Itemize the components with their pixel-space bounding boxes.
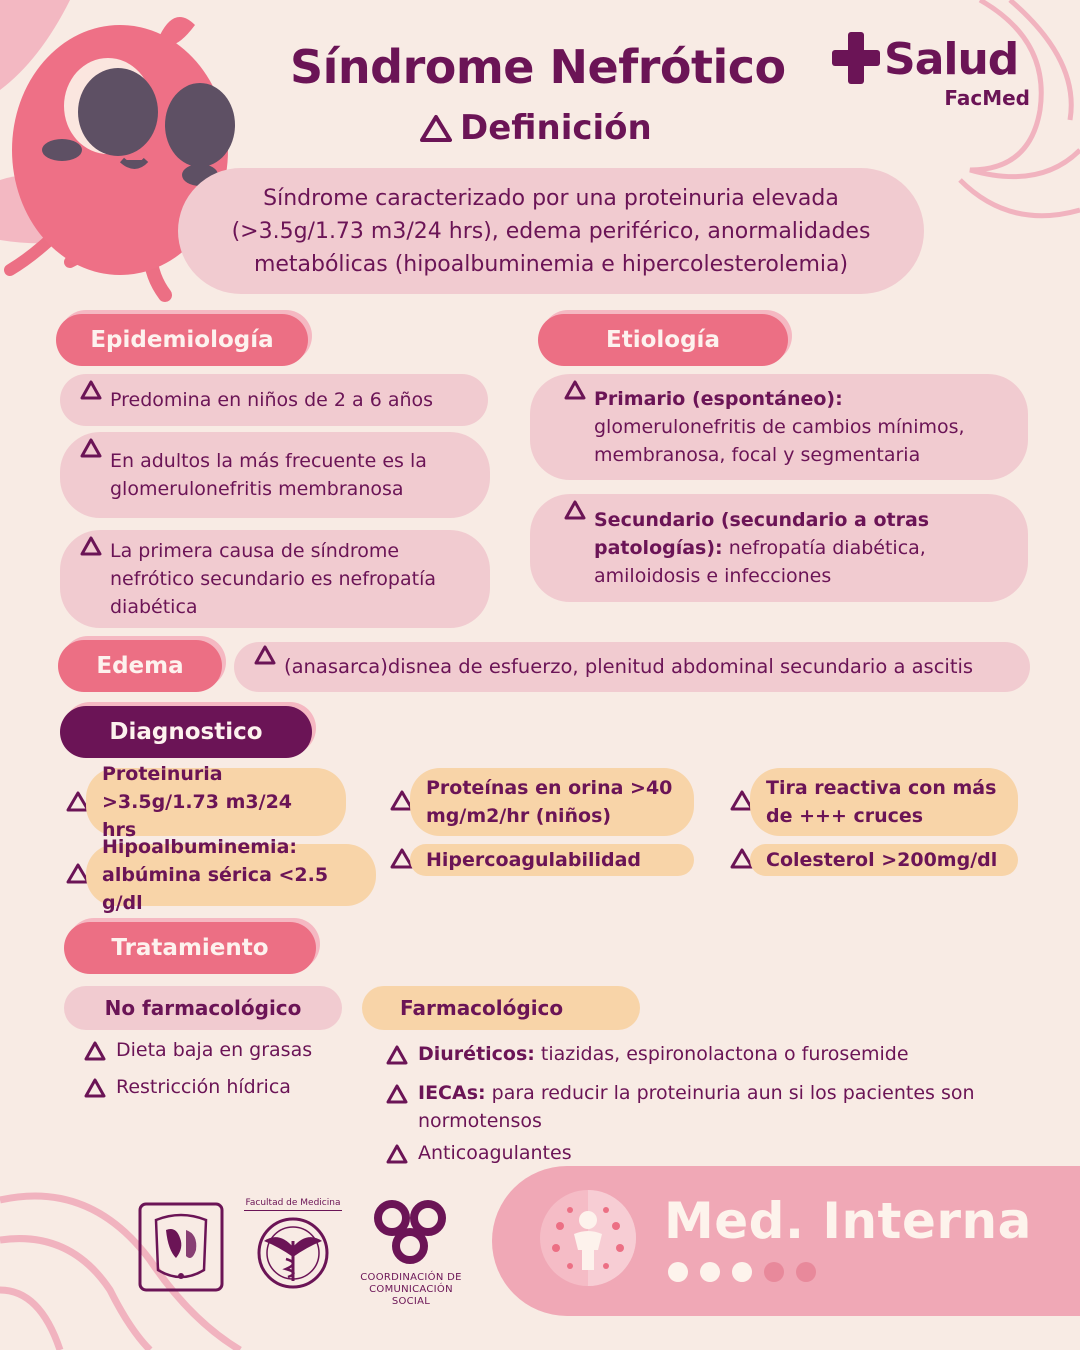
definition-box (178, 168, 924, 294)
plus-icon (832, 32, 880, 84)
no-farmacologico-pill: No farmacológico (64, 986, 342, 1030)
triangle-icon (80, 536, 102, 564)
list-item-bold: IECAs: (418, 1082, 486, 1104)
diagnostico-header: Diagnostico (60, 706, 312, 758)
brand-name: Salud (884, 34, 1019, 85)
diagnostico-item (390, 768, 694, 836)
list-item-text: tiazidas, espironolactona o furosemide (534, 1043, 909, 1065)
diagnostico-item (730, 768, 1018, 836)
list-item-text: para reducir la proteinuria aun si los pacientes son normotensos (418, 1082, 975, 1132)
triangle-icon (80, 438, 102, 466)
no-farmacologico-list (84, 1036, 374, 1106)
definition-text: Síndrome caracterizado por una proteinuria elevada (>3.5g/1.73 m3/24 hrs), edema periférico, anormalidades metabólicas (hipoalbuminemia e hipercolesterolemia) (231, 185, 871, 277)
brand-sub: FacMed (944, 86, 1030, 110)
farmacologico-list (386, 1040, 986, 1172)
etiologia-item-text: nefropatía diabética, amiloidosis e infecciones (594, 537, 926, 587)
salud-facmed-logo (832, 28, 1032, 118)
diagnostico-item (730, 844, 1018, 876)
epidemiologia-item (60, 530, 490, 628)
epidemiologia-item (60, 374, 488, 426)
page-title: Síndrome Nefrótico (290, 40, 786, 94)
etiologia-item (530, 374, 1028, 480)
coordinacion-line2: COMUNICACIÓN SOCIAL (369, 1284, 453, 1307)
list-item (386, 1079, 976, 1135)
epidemiologia-item (60, 432, 490, 518)
diagnostico-item (66, 763, 346, 841)
triangle-icon (420, 114, 452, 142)
triangle-icon (386, 1045, 408, 1073)
caduceus-seal-icon (244, 1211, 342, 1291)
triangle-icon (386, 1084, 408, 1112)
diagnostico-item-text: Hipercoagulabilidad (410, 844, 694, 876)
etiologia-item (530, 494, 1028, 602)
diagnostico-item-text: Proteinuria >3.5g/1.73 m3/24 hrs (86, 768, 346, 836)
definition-heading (420, 108, 652, 148)
list-item (84, 1073, 374, 1106)
definition-heading-label: Definición (460, 108, 652, 148)
diagnostico-item (390, 844, 694, 876)
diagnostico-item-text: Tira reactiva con más de +++ cruces (750, 768, 1018, 836)
etiologia-item-bold: Secundario (secundario a otras patologías): (594, 509, 930, 559)
person-network-icon (540, 1190, 636, 1286)
triangle-icon (564, 500, 586, 528)
diagnostico-item-text: Hipoalbuminemia: albúmina sérica <2.5 g/dl (86, 844, 376, 906)
coordinacion-label (352, 1272, 470, 1308)
epidemiologia-header: Epidemiología (56, 314, 308, 366)
triangle-icon (254, 645, 276, 673)
triangle-icon (84, 1078, 106, 1106)
farmacologico-pill: Farmacológico (362, 986, 640, 1030)
facultad-medicina-logo (244, 1198, 342, 1294)
epidemiologia-item-text: Predomina en niños de 2 a 6 años (110, 389, 434, 411)
etiologia-item-bold: Primario (espontáneo): (594, 388, 843, 410)
etiologia-item-text: glomerulonefritis de cambios mínimos, membranosa, focal y segmentaria (594, 416, 965, 466)
epidemiologia-item-text: La primera causa de síndrome nefrótico secundario es nefropatía diabética (110, 540, 436, 618)
progress-dot-active (668, 1262, 688, 1282)
specialty-title: Med. Interna (664, 1192, 1032, 1250)
list-item (386, 1040, 986, 1073)
coordinacion-line1: COORDINACIÓN DE (360, 1272, 462, 1283)
triangle-icon (386, 1144, 408, 1172)
diagnostico-item-text: Proteínas en orina >40 mg/m2/hr (niños) (410, 768, 694, 836)
edema-header: Edema (58, 640, 222, 692)
diagnostico-item-text: Colesterol >200mg/dl (750, 844, 1018, 876)
list-item-text: Dieta baja en grasas (116, 1039, 313, 1061)
tratamiento-header: Tratamiento (64, 922, 316, 974)
list-item-bold: Diuréticos: (418, 1043, 535, 1065)
etiologia-header: Etiología (538, 314, 788, 366)
triangle-icon (84, 1041, 106, 1069)
diagnostico-item (66, 836, 376, 914)
facultad-medicina-label: Facultad de Medicina (244, 1198, 342, 1211)
progress-dot-active (732, 1262, 752, 1282)
edema-box (234, 642, 1030, 692)
coordinacion-logo-icon (370, 1198, 450, 1268)
edema-text: (anasarca)disnea de esfuerzo, plenitud abdominal secundario a ascitis (284, 655, 974, 678)
list-item (84, 1036, 374, 1069)
list-item-text: Anticoagulantes (418, 1142, 572, 1164)
progress-dots (668, 1262, 828, 1284)
triangle-icon (80, 380, 102, 408)
list-item-text: Restricción hídrica (116, 1076, 291, 1098)
epidemiologia-item-text: En adultos la más frecuente es la glomerulonefritis membranosa (110, 450, 427, 500)
progress-dot-inactive (764, 1262, 784, 1282)
unam-seal-icon (136, 1200, 226, 1294)
progress-dot-inactive (796, 1262, 816, 1282)
triangle-icon (564, 380, 586, 408)
progress-dot-active (700, 1262, 720, 1282)
